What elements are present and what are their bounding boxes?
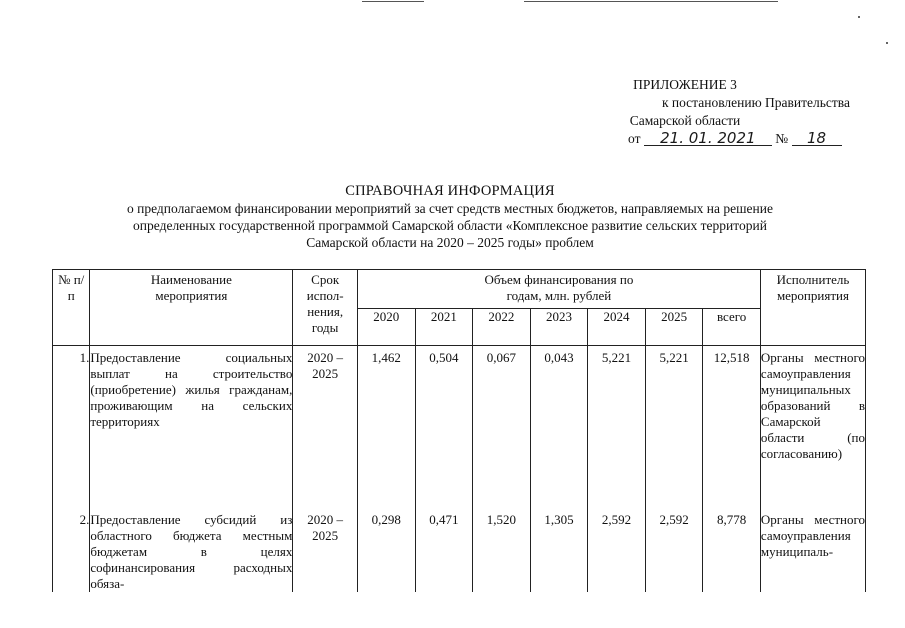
table-row xyxy=(53,508,866,592)
from-label: от xyxy=(628,131,641,146)
header-total: всего xyxy=(703,309,761,346)
header-year-2022: 2022 xyxy=(473,309,531,346)
header-year-2021: 2021 xyxy=(415,309,473,346)
row-value-2025: 5,221 xyxy=(645,346,703,509)
scan-artifact-speck xyxy=(886,42,888,44)
row-term: 2020 – 2025 xyxy=(293,346,358,509)
header-year-2020: 2020 xyxy=(357,309,415,346)
row-name: Предоставление субсидий из областного бюджета местным бюджетам в целях софинансирования расходных обяза- xyxy=(90,508,293,592)
row-value-total: 12,518 xyxy=(703,346,761,509)
row-value-2022: 1,520 xyxy=(473,508,531,592)
document-heading xyxy=(40,183,860,251)
row-value-2023: 1,305 xyxy=(530,508,588,592)
scan-artifact-line xyxy=(524,1,778,2)
row-num: 1. xyxy=(53,346,90,509)
row-value-2021: 0,471 xyxy=(415,508,473,592)
row-value-2022: 0,067 xyxy=(473,346,531,509)
financing-table xyxy=(52,269,866,592)
row-value-total: 8,778 xyxy=(703,508,761,592)
header-term: Срок испол-нения, годы xyxy=(293,270,358,346)
row-executor: Органы местного самоуправления муниципаль- xyxy=(760,508,865,592)
heading-line-1: о предполагаемом финансировании мероприятий за счет средств местных бюджетов, направляемых на решение xyxy=(127,201,773,216)
row-num: 2. xyxy=(53,508,90,592)
row-value-2020: 0,298 xyxy=(357,508,415,592)
scan-artifact-line xyxy=(362,1,424,2)
appendix-line-decree: к постановлению Правительства xyxy=(661,95,850,110)
row-value-2021: 0,504 xyxy=(415,346,473,509)
scan-artifact-speck xyxy=(858,16,860,18)
row-executor: Органы местного самоуправления муниципальных образований в Самарской области (по согласованию) xyxy=(760,346,865,509)
document-title: СПРАВОЧНАЯ ИНФОРМАЦИЯ xyxy=(345,183,555,199)
appendix-line-region: Самарской области xyxy=(629,113,741,128)
table-row xyxy=(53,346,866,509)
appendix-date-line xyxy=(628,130,868,148)
heading-line-3: Самарской области на 2020 – 2025 годы» проблем xyxy=(306,235,594,250)
row-value-2024: 2,592 xyxy=(588,508,646,592)
handwritten-number: 18 xyxy=(792,131,842,146)
number-label: № xyxy=(775,131,789,146)
header-year-2025: 2025 xyxy=(645,309,703,346)
row-name: Предоставление социальных выплат на строительство (приобретение) жилья гражданам, проживающим на сельских территориях xyxy=(90,346,293,509)
heading-line-2: определенных государственной программой Самарской области «Комплексное развитие сельских территорий xyxy=(133,218,767,233)
row-value-2024: 5,221 xyxy=(588,346,646,509)
header-name: Наименование мероприятия xyxy=(90,270,293,346)
row-value-2020: 1,462 xyxy=(357,346,415,509)
header-year-2024: 2024 xyxy=(588,309,646,346)
appendix-title: ПРИЛОЖЕНИЕ 3 xyxy=(633,77,737,92)
header-num: № п/п xyxy=(53,270,90,346)
header-year-2023: 2023 xyxy=(530,309,588,346)
row-value-2025: 2,592 xyxy=(645,508,703,592)
header-volume: Объем финансирования по годам, млн. рублей xyxy=(357,270,760,309)
row-value-2023: 0,043 xyxy=(530,346,588,509)
handwritten-date: 21. 01. 2021 xyxy=(644,131,772,146)
row-term: 2020 – 2025 xyxy=(293,508,358,592)
header-executor: Исполнитель мероприятия xyxy=(760,270,865,346)
